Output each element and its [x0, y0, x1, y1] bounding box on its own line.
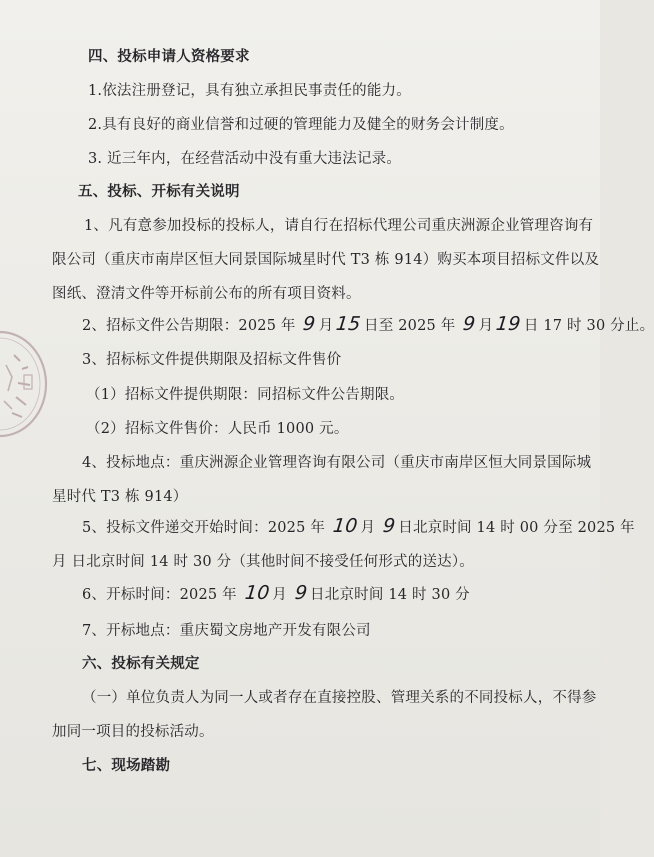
section-5-item-5-line-2: 月 日北京时间 14 时 30 分（其他时间不接受任何形式的送达）。 [52, 554, 474, 570]
handwritten-opening-month: 10 [243, 582, 271, 604]
item-5-month-char: 月 [360, 520, 376, 536]
item-6-suffix: 日北京时间 14 时 30 分 [310, 587, 470, 603]
section-6-item-1-line-2: 加同一项目的投标活动。 [52, 724, 214, 740]
section-4-item-1: 1.依法注册登记，具有独立承担民事责任的能力。 [88, 83, 411, 99]
section-5-item-5-line-1 [82, 516, 635, 538]
handwritten-start-month: 9 [302, 313, 317, 335]
section-5-item-2-announcement-period [82, 314, 654, 336]
section-4-heading: 四、投标申请人资格要求 [88, 48, 250, 65]
section-5-item-7: 7、开标地点：重庆蜀文房地产开发有限公司 [82, 623, 371, 639]
handwritten-end-day: 19 [495, 313, 522, 335]
handwritten-start-day: 15 [335, 313, 363, 335]
item-2-prefix: 2、招标文件公告期限：2025 年 [82, 318, 296, 334]
section-5-item-4-line-2: 星时代 T3 栋 914） [52, 489, 188, 505]
company-seal-stamp [0, 325, 54, 443]
item-6-month-char: 月 [272, 587, 287, 603]
section-5-heading: 五、投标、开标有关说明 [78, 183, 240, 200]
section-5-item-3: 3、招标标文件提供期限及招标文件售价 [82, 352, 342, 368]
item-5-suffix: 日北京时间 14 时 00 分至 2025 年 [398, 520, 635, 536]
item-2-mid-text: 日至 2025 年 [364, 318, 456, 334]
section-5-item-1-line-1: 1、凡有意参加投标的投标人，请自行在招标代理公司重庆洲源企业管理咨询有 [84, 218, 594, 234]
handwritten-opening-day: 9 [293, 582, 309, 604]
handwritten-end-month: 9 [462, 313, 477, 335]
item-2-month-char: 月 [318, 318, 334, 334]
handwritten-submission-month: 10 [331, 515, 359, 537]
item-2-month-char-2: 月 [478, 318, 494, 334]
item-2-suffix: 日 17 时 30 分止。 [523, 318, 654, 334]
section-4-item-3: 3. 近三年内，在经营活动中没有重大违法记录。 [88, 151, 402, 167]
handwritten-submission-day: 9 [381, 515, 397, 537]
section-5-item-6-opening-time [82, 583, 470, 605]
item-5-prefix: 5、投标文件递交开始时间：2025 年 [82, 520, 326, 536]
section-6-heading: 六、投标有关规定 [82, 655, 200, 672]
section-7-heading: 七、现场踏勘 [82, 757, 171, 774]
section-5-item-1-line-3: 图纸、澄清文件等开标前公布的所有项目资料。 [52, 286, 361, 302]
section-5-item-4-line-1: 4、投标地点：重庆洲源企业管理咨询有限公司（重庆市南岸区恒大同景国际城 [82, 455, 592, 471]
section-5-item-1-line-2: 限公司（重庆市南岸区恒大同景国际城星时代 T3 栋 914）购买本项目招标文件以及 [52, 252, 600, 268]
section-5-item-3-sub-2: （2）招标文件售价：人民币 1000 元。 [86, 421, 349, 437]
section-5-item-3-sub-1: （1）招标文件提供期限：同招标文件公告期限。 [86, 387, 405, 403]
section-6-item-1-line-1: （一）单位负责人为同一人或者存在直接控股、管理关系的不同投标人，不得参 [82, 690, 597, 706]
section-4-item-2: 2.具有良好的商业信誉和过硬的管理能力及健全的财务会计制度。 [88, 117, 514, 133]
item-6-prefix: 6、开标时间：2025 年 [82, 587, 237, 603]
